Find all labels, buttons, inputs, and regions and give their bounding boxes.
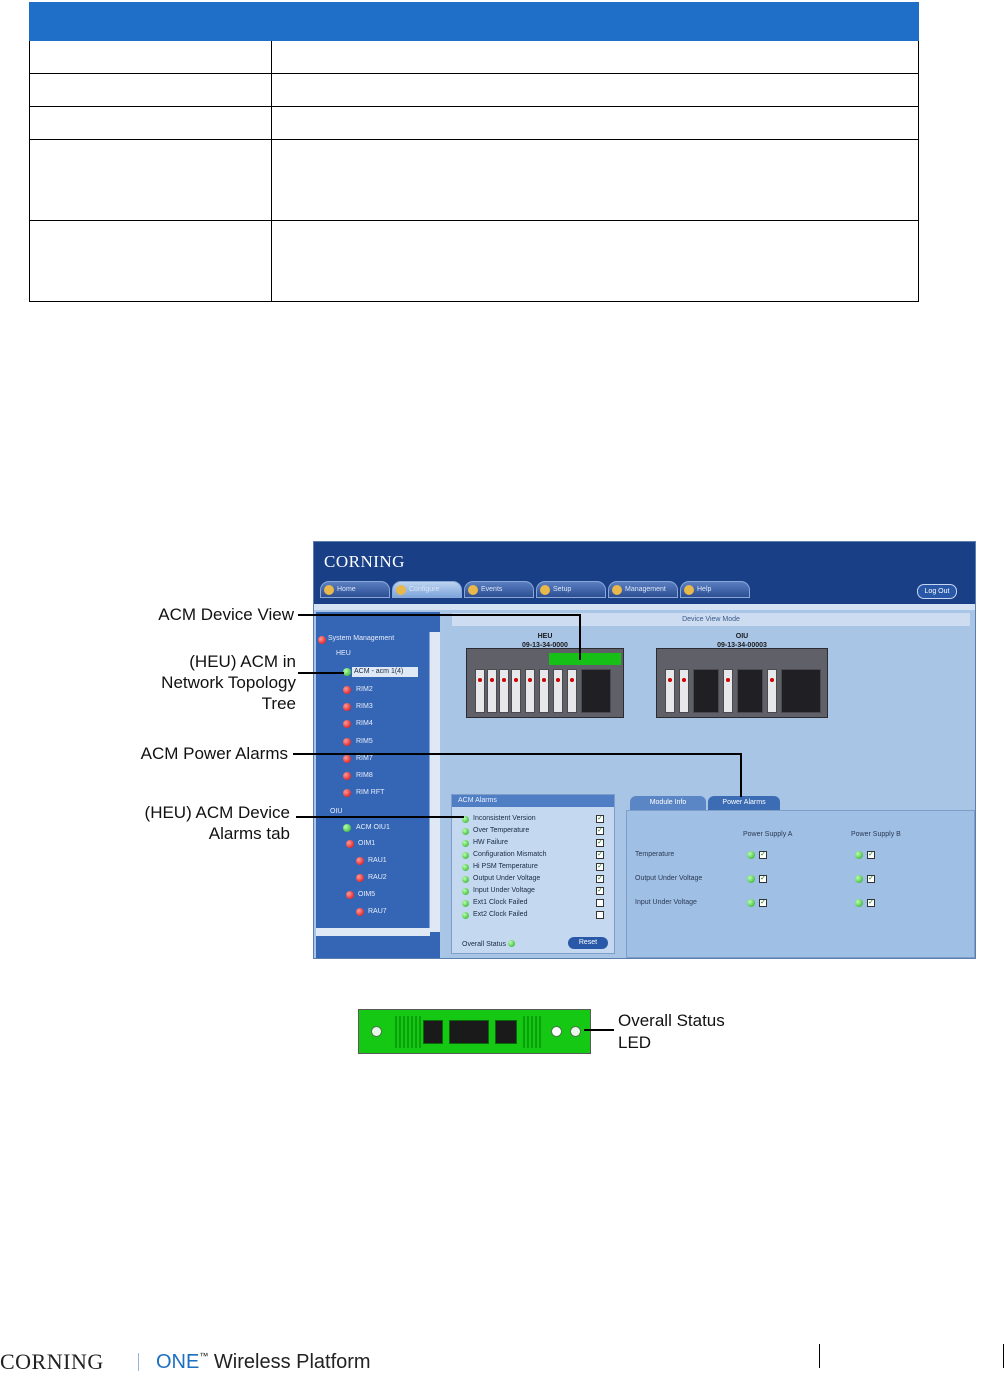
- module-slot[interactable]: [567, 669, 577, 713]
- alarm-mask-checkbox[interactable]: ✓: [868, 875, 874, 882]
- status-led-green: [343, 668, 351, 676]
- led-ring-icon: [570, 1026, 581, 1037]
- table-row: [30, 221, 919, 302]
- configure-icon: [396, 585, 406, 595]
- tree-item-rim[interactable]: RIM2: [356, 686, 373, 693]
- tree-item-rau[interactable]: RAU2: [368, 874, 387, 881]
- sub-toolbar: [314, 604, 975, 610]
- module-slot[interactable]: [553, 669, 563, 713]
- status-led-red: [343, 772, 351, 780]
- status-led-green: [855, 851, 863, 859]
- status-led-green: [462, 840, 469, 847]
- status-led-green: [462, 900, 469, 907]
- vent-grille: [395, 1016, 421, 1048]
- alarm-mask-checkbox[interactable]: ✓: [760, 875, 766, 882]
- alarm-mask-checkbox[interactable]: ✓: [597, 815, 603, 822]
- power-indicator: [855, 850, 877, 860]
- acm-alarms-panel: ACM Alarms Inconsistent Version ✓ Over Temperature ✓ HW Failure ✓ Configuration Mismatch ✓ Hi PSM Temperature ✓ Output Under Voltage ✓ Input Under Voltage ✓ Ext1 Clock Failed Ext2 Clock Failed Overall Status Reset: [451, 794, 615, 954]
- alarm-mask-checkbox[interactable]: ✓: [597, 851, 603, 858]
- status-led-green: [462, 864, 469, 871]
- footer-corning-logo: CORNING: [0, 1349, 104, 1374]
- reset-button[interactable]: Reset: [568, 937, 608, 949]
- power-indicator: [747, 898, 769, 908]
- module-slot[interactable]: [475, 669, 485, 713]
- tab-power-alarms[interactable]: Power Alarms: [708, 796, 780, 810]
- status-led-green: [462, 828, 469, 835]
- tab-help[interactable]: Help: [680, 581, 750, 598]
- table-row: [30, 41, 919, 74]
- callout-leader-line: [296, 816, 464, 818]
- tree-item-rim[interactable]: RIM4: [356, 720, 373, 727]
- status-led-green: [855, 899, 863, 907]
- port-icon: [423, 1020, 443, 1044]
- alarm-mask-checkbox[interactable]: ✓: [597, 863, 603, 870]
- status-led-green: [462, 912, 469, 919]
- power-indicator: [855, 874, 877, 884]
- tree-item-rau[interactable]: RAU7: [368, 908, 387, 915]
- module-slot[interactable]: [525, 669, 535, 713]
- module-slot[interactable]: [499, 669, 509, 713]
- callout-leader-line: [293, 753, 741, 755]
- alarm-mask-checkbox[interactable]: ✓: [868, 851, 874, 858]
- overall-status-label: Overall Status: [462, 939, 515, 948]
- tab-configure[interactable]: Configure: [392, 581, 462, 598]
- vent-grille: [523, 1016, 543, 1048]
- status-led-red: [346, 891, 354, 899]
- power-supply-a-header: Power Supply A: [743, 831, 793, 838]
- callout-leader-line: [584, 1029, 614, 1031]
- table-header-cell: [272, 3, 919, 41]
- power-alarms-panel: [626, 810, 975, 958]
- status-led-green: [343, 824, 351, 832]
- spec-table: [29, 2, 919, 302]
- tree-vertical-scrollbar[interactable]: [429, 632, 440, 932]
- module-slot[interactable]: [539, 669, 549, 713]
- tree-horizontal-scrollbar[interactable]: [316, 928, 430, 936]
- power-indicator: [747, 874, 769, 884]
- status-led-red: [343, 738, 351, 746]
- tree-item-acm-oiu[interactable]: ACM OIU1: [356, 824, 390, 831]
- module-slot[interactable]: [767, 669, 777, 713]
- device-view-title: Device View Mode: [452, 613, 970, 626]
- led-ring-icon: [371, 1026, 382, 1037]
- callout-acm-device-view: ACM Device View: [158, 605, 294, 624]
- callout-leader-line: [579, 614, 581, 660]
- status-led-red: [343, 720, 351, 728]
- status-led-green: [747, 899, 755, 907]
- events-icon: [468, 585, 478, 595]
- module-slot[interactable]: [581, 669, 611, 713]
- alarm-mask-checkbox[interactable]: ✓: [868, 899, 874, 906]
- tree-item-rim[interactable]: RIM8: [356, 772, 373, 779]
- callout-overall-status-led: Overall Status LED: [618, 1011, 725, 1052]
- port-icon: [449, 1020, 489, 1044]
- logout-button[interactable]: Log Out: [917, 584, 957, 599]
- overall-status-led: [551, 1026, 562, 1037]
- alarm-mask-checkbox[interactable]: [596, 911, 604, 919]
- tree-item-rim[interactable]: RIM3: [356, 703, 373, 710]
- acm-front-panel-image: [358, 1009, 591, 1054]
- callout-leader-line: [298, 672, 344, 674]
- module-slot[interactable]: [781, 669, 821, 713]
- tab-management[interactable]: Management: [608, 581, 678, 598]
- footer-divider: [819, 1344, 820, 1368]
- port-icon: [495, 1020, 517, 1044]
- alarm-mask-checkbox[interactable]: ✓: [597, 887, 603, 894]
- tree-item-rau[interactable]: RAU1: [368, 857, 387, 864]
- power-row-label: Input Under Voltage: [635, 899, 697, 906]
- alarm-mask-checkbox[interactable]: ✓: [760, 851, 766, 858]
- tab-module-info[interactable]: Module Info: [630, 796, 706, 810]
- status-led-green: [747, 875, 755, 883]
- status-led-red: [343, 686, 351, 694]
- status-led-red: [343, 755, 351, 763]
- alarm-mask-checkbox[interactable]: ✓: [597, 839, 603, 846]
- acm-module-highlight[interactable]: [549, 653, 621, 665]
- footer-divider: [1003, 1344, 1004, 1368]
- chassis-label: HEU 09-13-34-0000: [522, 633, 568, 649]
- tab-home[interactable]: Home: [320, 581, 390, 598]
- app-header: [314, 542, 975, 604]
- table-row: [30, 107, 919, 140]
- tab-events[interactable]: Events: [464, 581, 534, 598]
- status-led-red: [343, 789, 351, 797]
- power-indicator: [747, 850, 769, 860]
- callout-alarms-tab: (HEU) ACM Device Alarms tab: [144, 803, 290, 843]
- power-row-label: Temperature: [635, 851, 675, 858]
- help-icon: [684, 585, 694, 595]
- tree-item-oiu[interactable]: OIU: [330, 808, 343, 815]
- footer-divider: [138, 1353, 139, 1371]
- power-row-label: Output Under Voltage: [635, 875, 703, 882]
- status-led-red: [356, 908, 364, 916]
- module-slot[interactable]: [679, 669, 689, 713]
- management-icon: [612, 585, 622, 595]
- setup-icon: [540, 585, 550, 595]
- tree-item-heu[interactable]: HEU: [336, 650, 351, 657]
- table-row: [30, 140, 919, 221]
- alarm-mask-checkbox[interactable]: ✓: [597, 875, 603, 882]
- overall-status-led-icon: [508, 940, 515, 947]
- app-brand-logo: CORNING: [324, 552, 405, 571]
- heu-chassis[interactable]: [466, 633, 624, 718]
- tree-item-acm[interactable]: ACM - acm 1(4): [354, 668, 404, 675]
- module-slot[interactable]: [511, 669, 521, 713]
- callout-acm-power-alarms: ACM Power Alarms: [140, 744, 288, 763]
- module-slot[interactable]: [665, 669, 675, 713]
- tree-item-oim[interactable]: OIM5: [358, 891, 376, 898]
- power-indicator: [855, 898, 877, 908]
- tree-item-rim[interactable]: RIM RFT: [356, 789, 385, 796]
- tree-item-root[interactable]: System Management: [328, 635, 395, 642]
- status-led-red: [356, 857, 364, 865]
- oiu-chassis[interactable]: [656, 633, 828, 718]
- table-row: [30, 74, 919, 107]
- module-slot[interactable]: [693, 669, 719, 713]
- module-slot[interactable]: [723, 669, 733, 713]
- tree-item-rim[interactable]: RIM7: [356, 755, 373, 762]
- module-slot[interactable]: [487, 669, 497, 713]
- status-led-red: [356, 874, 364, 882]
- footer-platform-name: ONE™ Wireless Platform: [156, 1351, 371, 1373]
- status-led-red: [346, 840, 354, 848]
- tab-setup[interactable]: Setup: [536, 581, 606, 598]
- home-icon: [324, 585, 334, 595]
- alarm-mask-checkbox[interactable]: [596, 899, 604, 907]
- status-led-red: [343, 703, 351, 711]
- tree-item-rim[interactable]: RIM5: [356, 738, 373, 745]
- module-slot[interactable]: [737, 669, 763, 713]
- status-led-green: [462, 876, 469, 883]
- status-led-green: [462, 888, 469, 895]
- acm-screenshot-figure: [313, 541, 976, 959]
- callout-topology-tree: (HEU) ACM in Network Topology Tree: [161, 652, 296, 713]
- power-supply-b-header: Power Supply B: [851, 831, 901, 838]
- status-led-green: [462, 852, 469, 859]
- chassis-label: OIU 09-13-34-00003: [717, 633, 767, 649]
- acm-alarms-header: ACM Alarms: [452, 795, 614, 807]
- callout-leader-line: [740, 753, 742, 797]
- table-header-cell: [30, 3, 272, 41]
- network-topology-tree: [316, 612, 440, 958]
- status-led-red: [318, 636, 326, 644]
- status-led-green: [747, 851, 755, 859]
- status-led-green: [855, 875, 863, 883]
- alarm-mask-checkbox[interactable]: ✓: [597, 827, 603, 834]
- table-header-row: [30, 3, 919, 41]
- callout-leader-line: [298, 614, 580, 616]
- alarm-mask-checkbox[interactable]: ✓: [760, 899, 766, 906]
- tree-item-oim[interactable]: OIM1: [358, 840, 376, 847]
